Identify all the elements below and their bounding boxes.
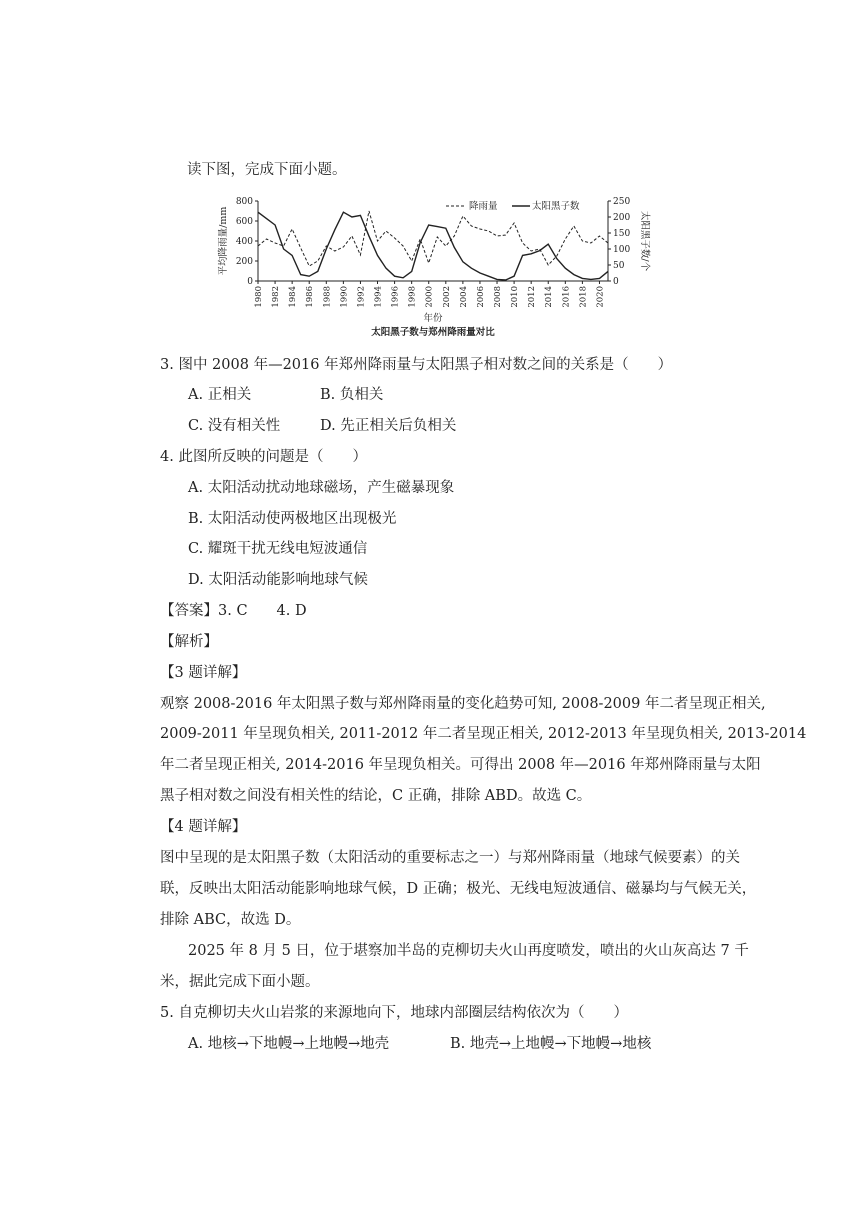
y-right-tick-label: 150 [613,229,631,239]
detail-3-label: 【3 题详解】 [160,665,247,681]
x-tick-label: 2008 [493,286,504,308]
detail-3-line: 观察 2008-2016 年太阳黑子数与郑州降雨量的变化趋势可知, 2008-2009 年二者呈现正相关, [160,696,766,712]
sunspot-series-line [258,212,608,280]
y-left-tick-label: 200 [235,257,253,267]
x-tick-label: 1984 [288,286,299,308]
detail-4-line: 图中呈现的是太阳黑子数（太阳活动的重要标志之一）与郑州降雨量（地球气候要素）的关 [160,850,740,866]
x-tick-label: 2006 [475,286,486,308]
legend-label-sunspot: 太阳黑子数 [532,201,580,212]
question-4-option-c: C. 耀斑干扰无线电短波通信 [188,541,368,557]
question-4-option-a: A. 太阳活动扰动地球磁场，产生磁暴现象 [188,480,455,496]
y-left-tick-label: 600 [235,217,253,227]
y-left-tick-label: 400 [235,237,253,247]
intro-text: 读下图，完成下面小题。 [187,162,347,178]
question-3-stem: 3. 图中 2008 年—2016 年郑州降雨量与太阳黑子相对数之间的关系是（ ） [160,357,673,373]
question-3-option-a: A. 正相关 [188,387,252,403]
question-5-option-a: A. 地核→下地幔→上地幔→地壳 [188,1036,390,1052]
legend-label-rainfall: 降雨量 [469,201,498,212]
y-right-tick-label: 200 [613,213,631,223]
x-tick-label: 2002 [441,286,452,308]
question-4-option-b: B. 太阳活动使两极地区出现极光 [188,511,397,527]
y-right-axis-label: 太阳黑子数/个 [639,210,650,272]
detail-3-line: 2009-2011 年呈现负相关, 2011-2012 年二者呈现正相关, 2012-2013 年呈现负相关, 2013-2014 [160,726,807,742]
x-tick-label: 2014 [544,286,555,308]
x-tick-label: 2020 [595,286,606,308]
y-left-axis-label: 平均降雨量/mm [218,206,229,276]
question-4-stem: 4. 此图所反映的问题是（ ） [160,449,367,465]
x-tick-label: 1986 [305,286,316,308]
y-left-tick-label: 800 [235,197,253,207]
detail-3-line: 年二者呈现正相关, 2014-2016 年呈现负相关。可得出 2008 年—2016 年郑州降雨量与太阳 [160,757,761,773]
detail-4-line: 排除 ABC，故选 D。 [160,912,301,928]
y-right-tick-label: 50 [613,261,625,271]
detail-4-label: 【4 题详解】 [160,819,247,835]
x-tick-label: 2016 [561,286,572,308]
x-tick-label: 1982 [271,286,282,308]
question-3-option-b: B. 负相关 [320,387,384,403]
x-tick-label: 2012 [527,286,538,308]
y-left-tick-label: 0 [247,277,253,287]
x-tick-label: 1988 [322,286,333,308]
question-3-option-c: C. 没有相关性 [188,418,281,434]
x-tick-label: 1994 [373,286,384,308]
x-tick-label: 2004 [458,286,469,308]
x-tick-label: 1980 [254,286,264,308]
x-tick-label: 2000 [424,286,435,308]
detail-3-line: 黑子相对数之间没有相关性的结论，C 正确，排除 ABD。故选 C。 [160,788,592,804]
chart-title: 太阳黑子数与郑州降雨量对比 [371,327,495,338]
x-tick-label: 1990 [339,286,350,308]
x-tick-label: 2018 [578,286,589,308]
question-3-option-d: D. 先正相关后负相关 [320,418,457,434]
y-right-tick-label: 250 [613,197,631,207]
x-tick-label: 1996 [390,286,401,308]
question-5-stem: 5. 自克柳切夫火山岩浆的来源地向下，地球内部圈层结构依次为（ ） [160,1005,628,1021]
x-tick-label: 2010 [510,286,521,308]
x-axis-label: 年份 [423,313,443,324]
analysis-label: 【解析】 [160,634,218,650]
chart-svg [210,193,650,343]
question-4-option-d: D. 太阳活动能影响地球气候 [188,572,368,588]
question-5-option-b: B. 地壳→上地幔→下地幔→地核 [450,1036,652,1052]
sunspot-rainfall-chart [210,193,650,343]
x-tick-label: 1992 [356,286,367,308]
passage-line: 2025 年 8 月 5 日，位于堪察加半岛的克柳切夫火山再度喷发，喷出的火山灰高达 7 千 [188,943,749,959]
detail-4-line: 联，反映出太阳活动能影响地球气候，D 正确；极光、无线电短波通信、磁暴均与气候无关， [160,881,757,897]
x-tick-label: 1998 [407,286,418,308]
y-right-tick-label: 0 [613,277,619,287]
passage-line: 米，据此完成下面小题。 [160,974,320,990]
answer-line: 【答案】3. C 4. D [160,603,307,619]
y-right-tick-label: 100 [613,245,631,255]
